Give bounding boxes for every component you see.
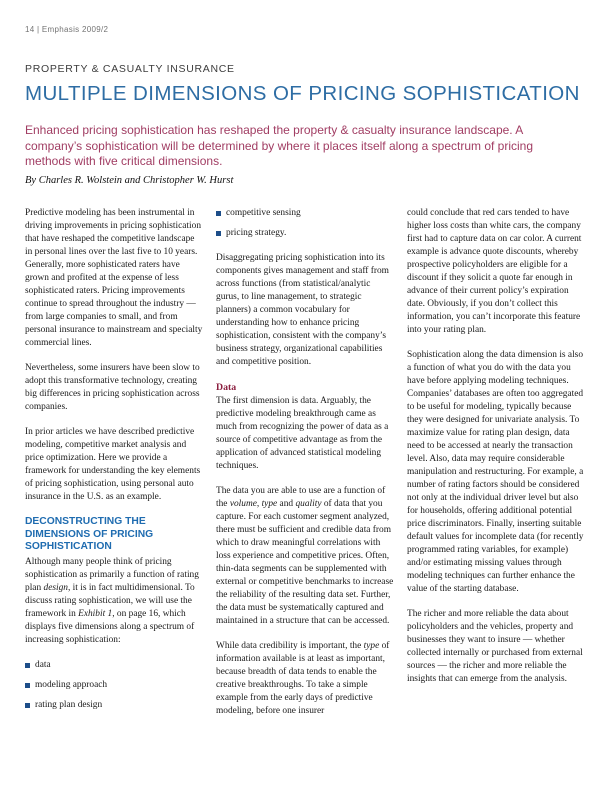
page-number-journal-meta: 14 | Emphasis 2009/2: [25, 25, 109, 34]
paragraph: Disaggregating pricing sophistication into its components gives management and staff from across functions (from statistical/analytic gurus, to line management, to strategic planners) a common vocabulary for understanding how to enhance pricing sophistication, consistent with the company’s business strategy, organizational capabilities and competitive position.: [216, 253, 389, 367]
paragraph: Predictive modeling has been instrumental in driving improvements in pricing sophistication that have reshaped the competitive landscape in personal lines over the last five to 10 years. Generally, more sophisticated raters have grown and profited at the expense of less sophisticated raters. Pricing improvements continue to spread throughout the industry — from large companies to small, and from personal insurance to mainstream and specialty commercial lines.: [25, 208, 203, 348]
square-bullet-icon: [25, 663, 30, 668]
list-item: [25, 699, 203, 712]
list-item-label: pricing strategy.: [226, 228, 287, 238]
list-item: [216, 227, 394, 240]
article-standfirst: Enhanced pricing sophistication has reshaped the property & casualty insurance landscape. A company’s sophistication will be determined by where it places itself along a spectrum of pricing methods with five critical dimensions.: [25, 123, 534, 168]
column-3: [407, 207, 585, 730]
section-heading-data: Data: [216, 382, 237, 393]
paragraph: could conclude that red cars tended to have higher loss costs than white cars, the company first had to capture data on car color. A current example is advance quote discounts, whereby prospective policyholders are eligible for a discount if they solicit a quote far enough in advance of their current policy’s expiration date. Obviously, if you don’t collect this information, you can’t incorporate this feature into your rating plan.: [407, 208, 582, 335]
column-2: [216, 207, 394, 730]
dimension-bullet-list-continued: [216, 207, 394, 240]
paragraph: The data you are able to use are a function of the volume, type and quality of data that you capture. For each customer segment analyzed, there must be sufficient and credible data from which to draw meaningful correlations with loss experience and competitive prices. Often, thin-data segments can be supplemented with external or competitive benchmarks to increase the reliability of the resulting data set. Further, the data must be systematically captured and maintained in a structure that can be accessed.: [216, 486, 394, 626]
paragraph: Nevertheless, some insurers have been slow to adopt this transformative technology, creating big differences in pricing sophistication across companies.: [25, 363, 200, 412]
square-bullet-icon: [25, 683, 30, 688]
list-item-label: modeling approach: [35, 679, 108, 690]
list-item-label: rating plan design: [35, 699, 103, 710]
paragraph: Sophistication along the data dimension is also a function of what you do with the data you have before applying modeling techniques. Companies’ databases are often too aggregated to be useful for modeling, typically because they were designed for univariate analysis. To maximize value for rating plan design, data need to be accessed at nearly the transaction level. Also, data may require considerable manipulation and restructuring. For example, a number of rating factors should be considered not only at the individual driver level but also for households, offering additional potential price discriminators. Finally, inserting suitable default values for incomplete data (for recently programmed rating variables, for example) and/or estimating missing values through modeling techniques can further enhance the value of the starting database.: [407, 350, 584, 594]
square-bullet-icon: [216, 231, 221, 236]
list-item: [25, 679, 203, 692]
section-heading-deconstructing: DECONSTRUCTING THE DIMENSIONS OF PRICING SOPHISTICATION: [25, 516, 154, 552]
square-bullet-icon: [25, 703, 30, 708]
list-item-label: competitive sensing: [226, 208, 301, 218]
list-item-label: data: [35, 659, 51, 670]
column-1: [25, 207, 203, 730]
paragraph: While data credibility is important, the type of information available is at least as important, because breadth of data tends to enable the creative breakthroughs. To take a simple example from the early days of predictive modeling, before one insurer: [216, 641, 390, 716]
section-eyebrow: PROPERTY & CASUALTY INSURANCE: [25, 63, 235, 75]
list-item: [25, 659, 203, 672]
list-item: [216, 207, 394, 220]
paragraph: In prior articles we have described predictive modeling, competitive market analysis and price optimization. Here we provide a framework for understanding the key elements of pricing sophistication, using personal auto insurance in the U.S. as an example.: [25, 427, 201, 502]
article-columns: [25, 207, 587, 730]
article-title: MULTIPLE DIMENSIONS OF PRICING SOPHISTICATION: [25, 82, 580, 105]
paragraph: The first dimension is data. Arguably, the predictive modeling breakthrough came as much from recognizing the power of data as a source of competitive advantage as from the application of advanced statistical modeling techniques.: [216, 396, 389, 471]
paragraph: Although many people think of pricing sophistication as primarily a function of rating plan design, it is in fact multidimensional. To discuss rating sophistication, we will use the framework in Exhibit 1, on page 16, which displays five dimensions along a spectrum of increasing sophistication:: [25, 556, 199, 645]
paragraph: The richer and more reliable the data about policyholders and the vehicles, property and businesses they want to insure — whether collected internally or purchased from external sources — the richer and more reliable the insights that can emerge from the analysis.: [407, 609, 583, 684]
dimension-bullet-list: [25, 659, 203, 712]
square-bullet-icon: [216, 211, 221, 216]
article-byline: By Charles R. Wolstein and Christopher W. Hurst: [25, 175, 234, 186]
